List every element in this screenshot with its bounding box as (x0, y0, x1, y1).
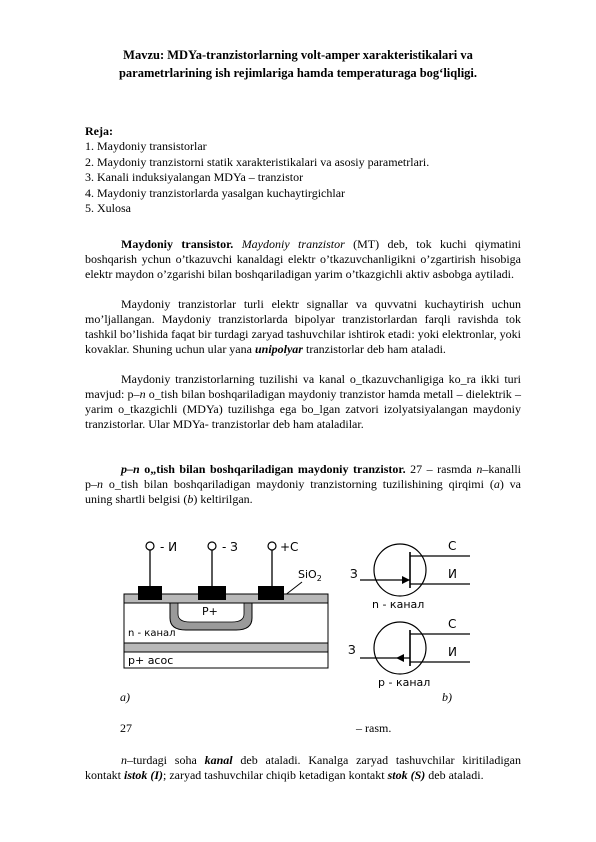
paragraph-text: ) keltirilgan. (193, 492, 253, 506)
transistor-symbols-figure (340, 530, 480, 690)
terminal-label-drain: +С (280, 540, 299, 554)
paragraph-text: –turdagi soha (127, 753, 205, 767)
sio2-label: SiO$_2$ (298, 568, 322, 583)
italic-n: n (97, 477, 103, 491)
paragraph-kanal (85, 753, 521, 783)
title-line-1: Mavzu: MDYa-tranzistorlarning volt-amper xarakteristikalari va (123, 48, 473, 62)
term-kanal: kanal (204, 753, 233, 767)
figure-label-b: b) (442, 690, 452, 704)
paragraph-purpose (85, 297, 521, 357)
paragraph-text: deb ataladi. Kanalga zaryad tashuvchilar kiritiladigan kontakt (85, 753, 521, 782)
document-title (60, 46, 536, 82)
terminal-label-gate: - З (222, 540, 238, 554)
base-layer-hatched (124, 643, 328, 652)
symbol-n-gate-label: З (350, 567, 358, 581)
figure-caption-rasm: – rasm. (356, 721, 392, 735)
plan-item: 5. Xulosa (85, 201, 131, 216)
plan-heading: Reja: (85, 124, 113, 138)
n-channel-label: n - канал (128, 628, 176, 639)
contact-gate (198, 586, 226, 600)
italic-n: n (139, 387, 146, 401)
paragraph-text: ) va uning shartli belgisi ( (85, 477, 521, 506)
terminal-label-source: - И (160, 540, 178, 554)
symbol-n-channel (350, 539, 470, 611)
paragraph-pn-junction (85, 462, 521, 507)
paragraph-text: 27 – rasmda (405, 462, 477, 476)
paragraph-text: o_tish bilan boshqariladigan maydoniy tranzistor hamda metall – dielektrik – yarim o_tkazgichli (MDYa) tuzilishga ega bo_lgan zatvori izolyatsiyalangan maydoniy tranzistorlar. Ular MDYa- tranzistorlar deb ham ataladilar. (85, 387, 522, 431)
plan-item: 3. Kanali induksiyalangan MDYa – tranzistor (85, 170, 304, 185)
title-line-2: parametrlarining ish rejimlariga hamda temperaturaga bog‘liqligi. (118, 66, 478, 80)
terminal-gate (208, 540, 238, 586)
term-unipolyar: unipolyar (254, 342, 303, 356)
figure-number: 27 (120, 721, 132, 735)
p-plus-label: P+ (202, 605, 218, 618)
term-stok: stok (S) (387, 768, 426, 782)
paragraph-text: tranzistorlar deb ham ataladi. (302, 342, 446, 356)
paragraph-text: Maydoniy tranzistorlar turli elektr signallar va quvvatni kuchaytirish uchun mo’ljallangan. Maydoniy tranzistorlarda bipolyar tranzistorlardan farqli ravishda tok tashkil bo’lishida faqat bir turdagi zaryad tashuvchilar ishtirok etadi: yoki elektronlar, yoki kovaklar. Shuning uchun ular yana (85, 297, 521, 356)
plan-item: 2. Maydoniy tranzistorni statik xarakteristikalari va asosiy parametrlari. (85, 154, 430, 169)
transistor-cross-section-figure (110, 530, 350, 680)
paragraph-text: deb ataladi. (425, 768, 484, 782)
plan-list (85, 139, 429, 217)
contact-drain (258, 586, 284, 600)
paragraph-lead: o„tish bilan boshqariladigan maydoniy tranzistor. (139, 462, 406, 476)
symbol-n-drain-label: С (448, 539, 457, 553)
term-maydoniy-tranzistor: Maydoniy tranzistor (241, 237, 345, 251)
paragraph-definition (85, 237, 521, 282)
italic-b: b (187, 492, 194, 506)
paragraph-text: Maydoniy tranzistorlarning tuzilishi va kanal o_tkazuvchanligiga ko_ra ikki turi mavjud: p– (85, 372, 521, 401)
italic-a: a (493, 477, 500, 491)
symbol-n-source-label: И (448, 567, 457, 581)
italic-n: n (121, 753, 127, 767)
p-base-label: p+ асос (128, 654, 174, 667)
figure-label-a: a) (120, 690, 130, 704)
plan-item: 1. Maydoniy transistorlar (85, 139, 207, 153)
symbol-n-caption: n - канал (372, 598, 425, 611)
contact-source (138, 586, 162, 600)
symbol-p-gate-label: З (348, 643, 356, 657)
terminal-source (146, 540, 177, 586)
paragraph-types (85, 372, 521, 432)
paragraph-text: (MT) deb, tok kuchi qiymatini boshqarish ychun o’tkazuvchi kanaldagi elektr o’tkazuvchanligikni o’zgartirish hisobiga elektr maydon o’zgarishi bilan boshqariladigan yarim o’tkazgichli aktiv asbobga aytiladi. (85, 237, 522, 281)
italic-n: n (476, 462, 483, 476)
paragraph-text: o_tish bilan boshqariladigan maydoniy tranzistorning tuzilishining qirqimi ( (103, 477, 494, 491)
symbol-p-source-label: И (448, 645, 457, 659)
paragraph-text: –kanalli p– (85, 462, 521, 491)
terminal-drain (268, 540, 298, 586)
symbol-p-channel (348, 617, 470, 689)
plan-item: 4. Maydoniy tranzistorlarda yasalgan kuchaytirgichlar (85, 185, 346, 200)
paragraph-lead: Maydoniy transistor. (121, 237, 234, 251)
symbol-p-caption: p - канал (378, 676, 431, 689)
symbol-p-drain-label: С (448, 617, 457, 631)
paragraph-text: ; zaryad tashuvchilar chiqib ketadigan kontakt (163, 768, 388, 782)
term-istok: istok (I) (124, 768, 163, 782)
lead-pn: p–n (121, 462, 140, 476)
